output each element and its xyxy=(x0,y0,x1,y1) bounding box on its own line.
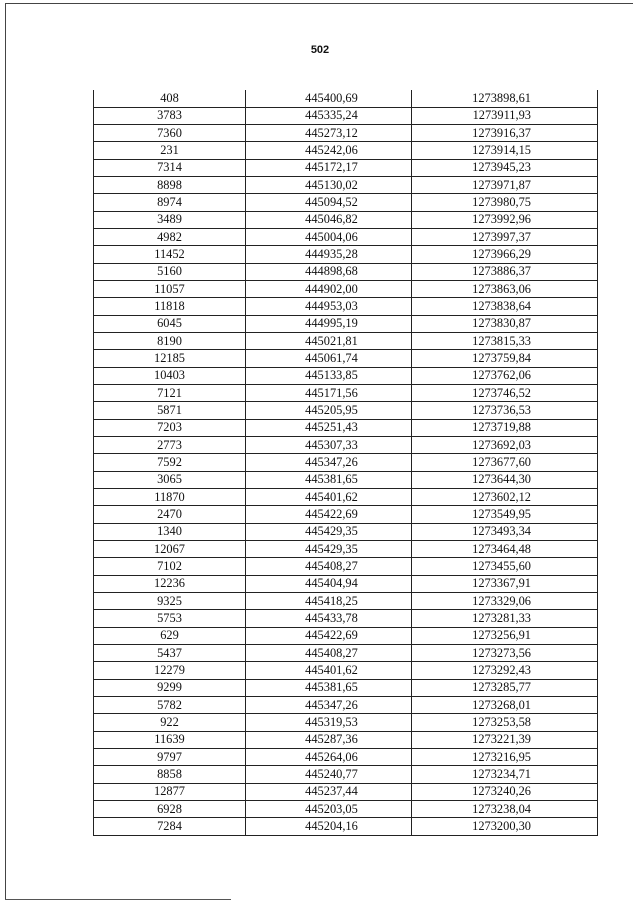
point-id-cell: 231 xyxy=(94,142,246,159)
table-row xyxy=(94,800,598,817)
x-coordinate-cell: 445335,24 xyxy=(246,107,412,124)
y-coordinate-cell: 1273367,91 xyxy=(412,575,598,592)
x-coordinate-cell: 445287,36 xyxy=(246,731,412,748)
x-coordinate-cell: 445408,27 xyxy=(246,645,412,662)
table-row xyxy=(94,90,598,107)
x-coordinate-cell: 444953,03 xyxy=(246,298,412,315)
point-id-cell: 9299 xyxy=(94,679,246,696)
y-coordinate-cell: 1273549,95 xyxy=(412,506,598,523)
table-row xyxy=(94,714,598,731)
table-row xyxy=(94,818,598,835)
y-coordinate-cell: 1273762,06 xyxy=(412,367,598,384)
y-coordinate-cell: 1273815,33 xyxy=(412,333,598,350)
point-id-cell: 11870 xyxy=(94,489,246,506)
point-id-cell: 11057 xyxy=(94,281,246,298)
point-id-cell: 9325 xyxy=(94,593,246,610)
x-coordinate-cell: 445240,77 xyxy=(246,766,412,783)
table-row xyxy=(94,298,598,315)
coordinates-table-body xyxy=(94,90,598,835)
x-coordinate-cell: 445021,81 xyxy=(246,333,412,350)
table-row xyxy=(94,662,598,679)
table-row xyxy=(94,454,598,471)
table-row xyxy=(94,783,598,800)
point-id-cell: 5753 xyxy=(94,610,246,627)
table-row xyxy=(94,610,598,627)
point-id-cell: 9797 xyxy=(94,748,246,765)
x-coordinate-cell: 445264,06 xyxy=(246,748,412,765)
x-coordinate-cell: 445404,94 xyxy=(246,575,412,592)
x-coordinate-cell: 445171,56 xyxy=(246,385,412,402)
table-row xyxy=(94,593,598,610)
table-row xyxy=(94,748,598,765)
y-coordinate-cell: 1273221,39 xyxy=(412,731,598,748)
table-row xyxy=(94,506,598,523)
y-coordinate-cell: 1273759,84 xyxy=(412,350,598,367)
point-id-cell: 3783 xyxy=(94,107,246,124)
y-coordinate-cell: 1273216,95 xyxy=(412,748,598,765)
x-coordinate-cell: 445347,26 xyxy=(246,696,412,713)
table-row xyxy=(94,766,598,783)
table-row xyxy=(94,558,598,575)
point-id-cell: 7284 xyxy=(94,818,246,835)
x-coordinate-cell: 445408,27 xyxy=(246,558,412,575)
y-coordinate-cell: 1273240,26 xyxy=(412,783,598,800)
point-id-cell: 7203 xyxy=(94,419,246,436)
coordinates-table-wrapper xyxy=(93,90,597,836)
x-coordinate-cell: 445429,35 xyxy=(246,523,412,540)
point-id-cell: 8974 xyxy=(94,194,246,211)
table-row xyxy=(94,402,598,419)
x-coordinate-cell: 444902,00 xyxy=(246,281,412,298)
point-id-cell: 408 xyxy=(94,90,246,107)
point-id-cell: 10403 xyxy=(94,367,246,384)
table-row xyxy=(94,263,598,280)
x-coordinate-cell: 445251,43 xyxy=(246,419,412,436)
point-id-cell: 5871 xyxy=(94,402,246,419)
point-id-cell: 8898 xyxy=(94,177,246,194)
y-coordinate-cell: 1273980,75 xyxy=(412,194,598,211)
point-id-cell: 922 xyxy=(94,714,246,731)
point-id-cell: 11452 xyxy=(94,246,246,263)
y-coordinate-cell: 1273268,01 xyxy=(412,696,598,713)
y-coordinate-cell: 1273234,71 xyxy=(412,766,598,783)
point-id-cell: 5160 xyxy=(94,263,246,280)
x-coordinate-cell: 445203,05 xyxy=(246,800,412,817)
table-row xyxy=(94,194,598,211)
x-coordinate-cell: 445401,62 xyxy=(246,662,412,679)
table-row xyxy=(94,541,598,558)
point-id-cell: 2773 xyxy=(94,437,246,454)
point-id-cell: 2470 xyxy=(94,506,246,523)
x-coordinate-cell: 444995,19 xyxy=(246,315,412,332)
table-row xyxy=(94,367,598,384)
coordinates-table xyxy=(93,90,598,836)
x-coordinate-cell: 445004,06 xyxy=(246,229,412,246)
x-coordinate-cell: 445319,53 xyxy=(246,714,412,731)
y-coordinate-cell: 1273830,87 xyxy=(412,315,598,332)
point-id-cell: 5782 xyxy=(94,696,246,713)
y-coordinate-cell: 1273273,56 xyxy=(412,645,598,662)
x-coordinate-cell: 445422,69 xyxy=(246,627,412,644)
table-row xyxy=(94,437,598,454)
y-coordinate-cell: 1273916,37 xyxy=(412,125,598,142)
y-coordinate-cell: 1273746,52 xyxy=(412,385,598,402)
page-number: 502 xyxy=(310,44,330,56)
table-row xyxy=(94,107,598,124)
y-coordinate-cell: 1273886,37 xyxy=(412,263,598,280)
y-coordinate-cell: 1273966,29 xyxy=(412,246,598,263)
point-id-cell: 7121 xyxy=(94,385,246,402)
table-row xyxy=(94,333,598,350)
y-coordinate-cell: 1273281,33 xyxy=(412,610,598,627)
y-coordinate-cell: 1273493,34 xyxy=(412,523,598,540)
point-id-cell: 6045 xyxy=(94,315,246,332)
point-id-cell: 12877 xyxy=(94,783,246,800)
table-row xyxy=(94,211,598,228)
x-coordinate-cell: 445433,78 xyxy=(246,610,412,627)
y-coordinate-cell: 1273256,91 xyxy=(412,627,598,644)
table-row xyxy=(94,229,598,246)
y-coordinate-cell: 1273971,87 xyxy=(412,177,598,194)
y-coordinate-cell: 1273644,30 xyxy=(412,471,598,488)
y-coordinate-cell: 1273838,64 xyxy=(412,298,598,315)
table-row xyxy=(94,575,598,592)
y-coordinate-cell: 1273455,60 xyxy=(412,558,598,575)
point-id-cell: 4982 xyxy=(94,229,246,246)
point-id-cell: 3489 xyxy=(94,211,246,228)
table-row xyxy=(94,159,598,176)
point-id-cell: 8858 xyxy=(94,766,246,783)
table-row xyxy=(94,281,598,298)
x-coordinate-cell: 445205,95 xyxy=(246,402,412,419)
point-id-cell: 11818 xyxy=(94,298,246,315)
y-coordinate-cell: 1273914,15 xyxy=(412,142,598,159)
x-coordinate-cell: 445273,12 xyxy=(246,125,412,142)
x-coordinate-cell: 445046,82 xyxy=(246,211,412,228)
point-id-cell: 7102 xyxy=(94,558,246,575)
point-id-cell: 12279 xyxy=(94,662,246,679)
table-row xyxy=(94,177,598,194)
point-id-cell: 12067 xyxy=(94,541,246,558)
y-coordinate-cell: 1273898,61 xyxy=(412,90,598,107)
table-row xyxy=(94,125,598,142)
x-coordinate-cell: 445381,65 xyxy=(246,471,412,488)
y-coordinate-cell: 1273911,93 xyxy=(412,107,598,124)
table-row xyxy=(94,523,598,540)
table-row xyxy=(94,731,598,748)
point-id-cell: 3065 xyxy=(94,471,246,488)
table-row xyxy=(94,645,598,662)
y-coordinate-cell: 1273253,58 xyxy=(412,714,598,731)
x-coordinate-cell: 445204,16 xyxy=(246,818,412,835)
x-coordinate-cell: 445381,65 xyxy=(246,679,412,696)
x-coordinate-cell: 445307,33 xyxy=(246,437,412,454)
table-row xyxy=(94,385,598,402)
x-coordinate-cell: 445061,74 xyxy=(246,350,412,367)
y-coordinate-cell: 1273602,12 xyxy=(412,489,598,506)
point-id-cell: 12185 xyxy=(94,350,246,367)
table-row xyxy=(94,471,598,488)
point-id-cell: 11639 xyxy=(94,731,246,748)
table-row xyxy=(94,679,598,696)
point-id-cell: 7592 xyxy=(94,454,246,471)
x-coordinate-cell: 445094,52 xyxy=(246,194,412,211)
point-id-cell: 7360 xyxy=(94,125,246,142)
y-coordinate-cell: 1273719,88 xyxy=(412,419,598,436)
y-coordinate-cell: 1273945,23 xyxy=(412,159,598,176)
x-coordinate-cell: 445400,69 xyxy=(246,90,412,107)
point-id-cell: 8190 xyxy=(94,333,246,350)
x-coordinate-cell: 445133,85 xyxy=(246,367,412,384)
y-coordinate-cell: 1273863,06 xyxy=(412,281,598,298)
x-coordinate-cell: 444935,28 xyxy=(246,246,412,263)
y-coordinate-cell: 1273292,43 xyxy=(412,662,598,679)
x-coordinate-cell: 445422,69 xyxy=(246,506,412,523)
point-id-cell: 6928 xyxy=(94,800,246,817)
table-row xyxy=(94,246,598,263)
x-coordinate-cell: 445418,25 xyxy=(246,593,412,610)
y-coordinate-cell: 1273677,60 xyxy=(412,454,598,471)
x-coordinate-cell: 445242,06 xyxy=(246,142,412,159)
y-coordinate-cell: 1273736,53 xyxy=(412,402,598,419)
point-id-cell: 1340 xyxy=(94,523,246,540)
table-row xyxy=(94,627,598,644)
table-row xyxy=(94,696,598,713)
y-coordinate-cell: 1273329,06 xyxy=(412,593,598,610)
point-id-cell: 629 xyxy=(94,627,246,644)
x-coordinate-cell: 445130,02 xyxy=(246,177,412,194)
point-id-cell: 12236 xyxy=(94,575,246,592)
y-coordinate-cell: 1273285,77 xyxy=(412,679,598,696)
footer-rule xyxy=(5,899,231,900)
y-coordinate-cell: 1273464,48 xyxy=(412,541,598,558)
x-coordinate-cell: 445401,62 xyxy=(246,489,412,506)
x-coordinate-cell: 445429,35 xyxy=(246,541,412,558)
table-row xyxy=(94,142,598,159)
point-id-cell: 5437 xyxy=(94,645,246,662)
table-row xyxy=(94,419,598,436)
table-row xyxy=(94,315,598,332)
x-coordinate-cell: 445172,17 xyxy=(246,159,412,176)
y-coordinate-cell: 1273200,30 xyxy=(412,818,598,835)
x-coordinate-cell: 445347,26 xyxy=(246,454,412,471)
table-row xyxy=(94,489,598,506)
point-id-cell: 7314 xyxy=(94,159,246,176)
y-coordinate-cell: 1273997,37 xyxy=(412,229,598,246)
y-coordinate-cell: 1273992,96 xyxy=(412,211,598,228)
y-coordinate-cell: 1273238,04 xyxy=(412,800,598,817)
y-coordinate-cell: 1273692,03 xyxy=(412,437,598,454)
x-coordinate-cell: 445237,44 xyxy=(246,783,412,800)
x-coordinate-cell: 444898,68 xyxy=(246,263,412,280)
table-row xyxy=(94,350,598,367)
